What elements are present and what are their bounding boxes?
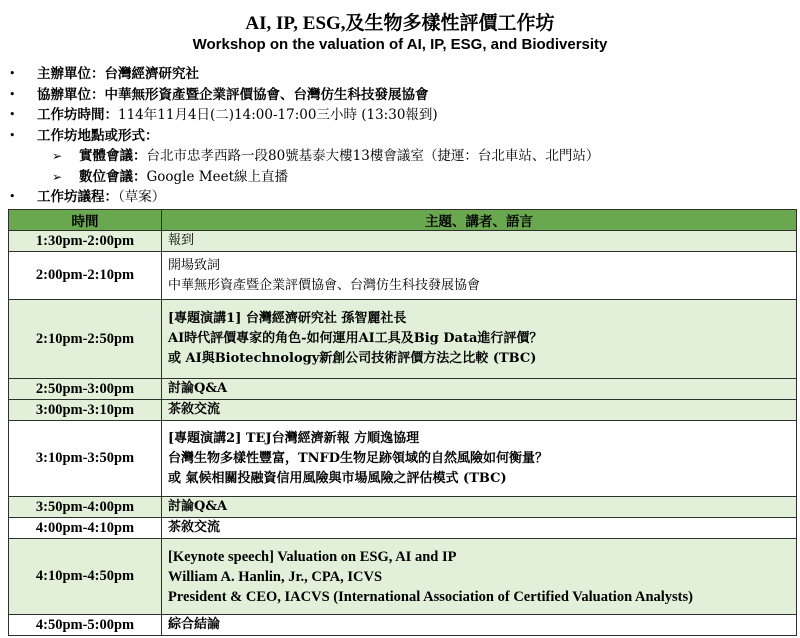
topic-line: 茶敘交流: [168, 402, 221, 417]
row-topic: [162, 252, 797, 300]
list-item-time: [0, 105, 800, 126]
arrow-icon: ➢: [52, 149, 63, 163]
table-row: [9, 497, 797, 518]
agenda-value: （草案）: [118, 189, 166, 205]
table-row: [9, 539, 797, 615]
topic-line: 或 氣候相關投融資信用風險與市場風險之評估模式 (TBC): [168, 470, 507, 486]
topic-line: President & CEO, IACVS (International Association of Certified Valuation Analysts): [168, 588, 693, 605]
topic-line: [專題演講2] TEJ台灣經濟新報 方順逸協理: [168, 430, 420, 446]
table-row: [9, 518, 797, 539]
topic-line: 討論Q&A: [168, 381, 228, 396]
row-time: 3:50pm-4:00pm: [9, 497, 162, 518]
row-time: 2:00pm-2:10pm: [9, 252, 162, 300]
time-value: 114年11月4日(二)14:00-17:00三小時 (13:30報到): [118, 107, 438, 123]
table-row: [9, 252, 797, 300]
table-row: [9, 400, 797, 421]
organizer-value: 台灣經濟研究社: [104, 66, 199, 82]
row-time: 3:00pm-3:10pm: [9, 400, 162, 421]
row-time: 1:30pm-2:00pm: [9, 231, 162, 252]
topic-line: AI時代評價專家的角色-如何運用AI工具及Big Data進行評價？: [168, 331, 543, 346]
table-row: [9, 421, 797, 497]
arrow-icon: ➢: [52, 169, 63, 184]
topic-line: 或 AI與Biotechnology新創公司技術評價方法之比較 (TBC): [168, 351, 537, 366]
table-row: [9, 300, 797, 379]
topic-line: 報到: [168, 233, 195, 248]
list-item-venue: [0, 126, 800, 147]
row-time: 2:10pm-2:50pm: [9, 300, 162, 379]
topic-line: [專題演講1] 台灣經濟研究社 孫智麗社長: [168, 311, 407, 326]
event-info-list: [0, 64, 800, 208]
co-organizer-value: 中華無形資產暨企業評價協會、台灣仿生科技發展協會: [104, 86, 429, 103]
topic-line: 茶敘交流: [168, 520, 221, 535]
table-row: [9, 379, 797, 400]
topic-line: 台灣生物多樣性豐富，TNFD生物足跡領域的自然風險如何衡量？: [168, 450, 549, 466]
topic-line: 綜合結論: [168, 617, 221, 632]
row-time: 4:00pm-4:10pm: [9, 518, 162, 539]
row-time: 3:10pm-3:50pm: [9, 421, 162, 497]
digital-label: 數位會議：: [79, 168, 147, 185]
bullet-icon: •: [9, 67, 16, 80]
header-time: 時間: [9, 210, 162, 231]
list-item-physical: [0, 146, 800, 167]
table-header-row: [9, 210, 797, 231]
agenda-table: [8, 209, 797, 636]
bullet-icon: •: [9, 108, 16, 121]
venue-label: 工作坊地點或形式：: [37, 127, 159, 144]
time-label: 工作坊時間：: [37, 107, 118, 123]
row-topic: [162, 231, 797, 252]
row-topic: [162, 421, 797, 497]
row-time: 4:50pm-5:00pm: [9, 615, 162, 636]
list-item-organizer: [0, 64, 800, 85]
row-time: 4:10pm-4:50pm: [9, 539, 162, 615]
list-item-co-organizer: [0, 85, 800, 106]
topic-line: 開場致詞: [168, 257, 221, 273]
physical-label: 實體會議：: [79, 148, 147, 164]
digital-value: Google Meet線上直播: [146, 168, 289, 185]
row-topic: [162, 379, 797, 400]
co-organizer-label: 協辦單位：: [37, 86, 105, 103]
bullet-icon: •: [9, 87, 16, 101]
row-topic: [162, 400, 797, 421]
row-topic: [162, 518, 797, 539]
physical-value: 台北市忠孝西路一段80號基泰大樓13樓會議室（捷運：台北車站、北門站）: [146, 148, 600, 164]
topic-line: 討論Q&A: [168, 499, 228, 514]
bullet-icon: •: [9, 190, 16, 203]
row-topic: [162, 300, 797, 379]
topic-line: 中華無形資產暨企業評價協會、台灣仿生科技發展協會: [168, 277, 481, 293]
organizer-label: 主辦單位：: [37, 66, 105, 82]
row-time: 2:50pm-3:00pm: [9, 379, 162, 400]
row-topic: [162, 497, 797, 518]
page-subtitle: Workshop on the valuation of AI, IP, ESG, and Biodiversity: [192, 36, 608, 53]
topic-line: [Keynote speech] Valuation on ESG, AI and IP: [168, 548, 457, 565]
table-row: [9, 615, 797, 636]
topic-line: William A. Hanlin, Jr., CPA, ICVS: [168, 568, 383, 585]
page-title: AI, IP, ESG,及生物多樣性評價工作坊: [245, 13, 555, 34]
list-item-agenda: [0, 187, 800, 208]
agenda-label: 工作坊議程：: [37, 189, 118, 205]
header-topic: 主題、講者、語言: [162, 210, 797, 231]
table-row: [9, 231, 797, 252]
row-topic: [162, 539, 797, 615]
row-topic: [162, 615, 797, 636]
list-item-digital: [0, 167, 800, 188]
bullet-icon: •: [9, 128, 16, 142]
